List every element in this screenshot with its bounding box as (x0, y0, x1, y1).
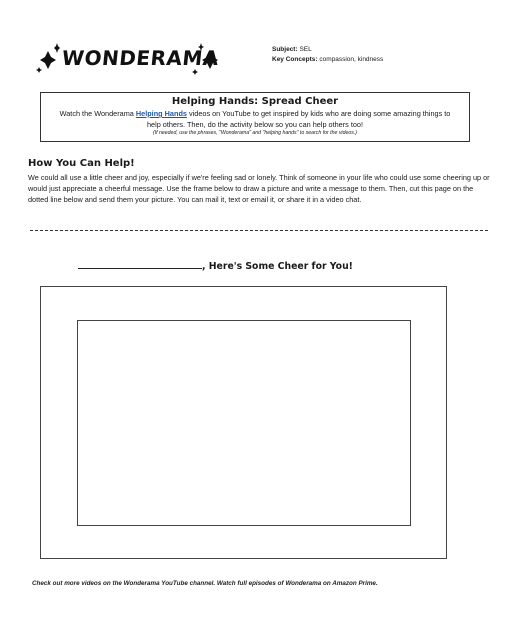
banner-body (55, 108, 455, 130)
banner-title: Helping Hands: Spread Cheer (171, 96, 339, 107)
drawing-frame-inner (77, 320, 411, 526)
banner-text-before: Watch the Wonderama (59, 109, 136, 118)
key-concepts-value: compassion, kindness (319, 56, 384, 63)
lesson-meta (272, 45, 383, 65)
footer-note: Check out more videos on the Wonderama YouTube channel. Watch full episodes of Wonderama on Amazon Prime. (32, 580, 378, 587)
key-concepts-line (272, 55, 383, 65)
subject-value: SEL (299, 46, 312, 53)
how-you-can-help-heading: How You Can Help! (28, 158, 135, 169)
activity-banner (40, 92, 470, 142)
cheer-heading (78, 259, 353, 272)
wonderama-logo (32, 40, 242, 80)
recipient-name-blank (78, 259, 202, 269)
subject-label: Subject: (272, 46, 298, 53)
logo-wordmark: WONDERAMA (60, 46, 221, 70)
key-concepts-label: Key Concepts: (272, 56, 318, 63)
cut-line-divider (30, 230, 488, 232)
subject-line (272, 45, 383, 55)
banner-search-note: (If needed, use the phrases, "Wonderama" and "helping hands" to search for the videos.) (152, 130, 358, 136)
cheer-heading-text: , Here's Some Cheer for You! (202, 261, 353, 272)
how-you-can-help-body: We could all use a little cheer and joy, especially if we're feeling sad or lonely. Think of someone in your life who could use some cheering up or would just appreciate a cheerful message. Use the frame below to draw a picture and write a message to them. Then, cut this page on the dotted line below and send them your picture. You can mail it, text or email it, or share it in a video chat. (28, 173, 490, 204)
banner-text-after: videos on YouTube to get inspired by kids who are doing some amazing things to help others. Then, do the activity below so you can help others too! (146, 109, 451, 129)
helping-hands-link[interactable]: Helping Hands (135, 109, 187, 118)
